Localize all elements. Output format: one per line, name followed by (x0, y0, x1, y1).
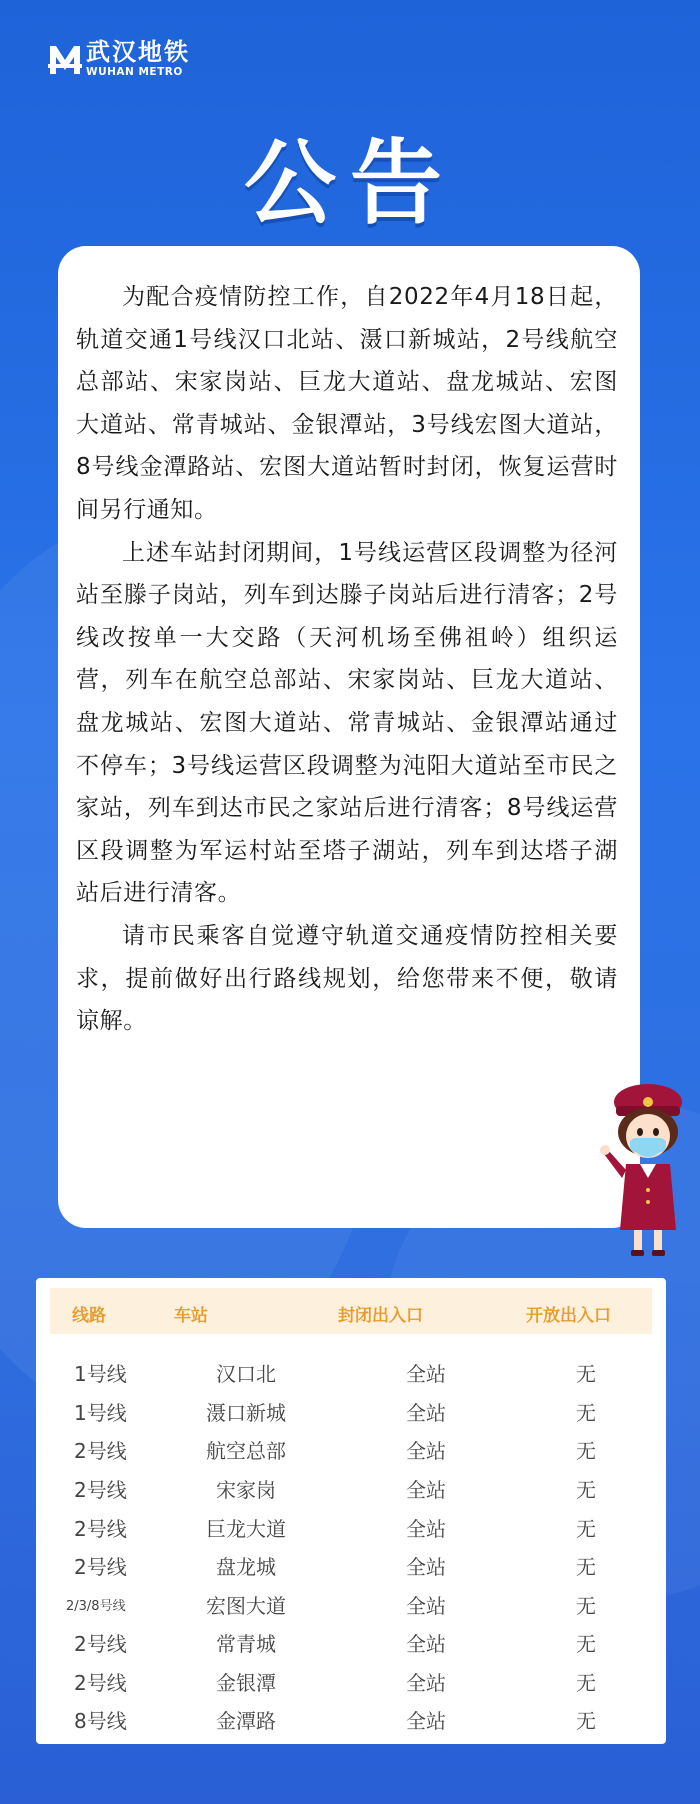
cell-line: 2号线 (74, 1555, 127, 1579)
cell-line: 8号线 (74, 1709, 127, 1733)
wuhan-metro-logo (48, 40, 190, 78)
cell-station: 宏图大道 (206, 1594, 286, 1618)
notice-paragraph: 上述车站封闭期间，1号线运营区段调整为径河站至滕子岗站，列车到达滕子岗站后进行清客；2号线改按单一大交路（天河机场至佛祖岭）组织运营，列车在航空总部站、宋家岗站、巨龙大道站、盘龙城站、宏图大道站、常青城站、金银潭站通过不停车；3号线运营区段调整为沌阳大道站至市民之家站，列车到达市民之家站后进行清客；8号线运营区段调整为军运村站至塔子湖站，列车到达塔子湖站后进行清客。 (76, 539, 618, 907)
cell-station: 宋家岗 (216, 1478, 276, 1502)
cell-open: 无 (576, 1555, 596, 1579)
table-row (36, 1429, 666, 1467)
cell-closed: 全站 (406, 1671, 446, 1695)
cell-open: 无 (576, 1401, 596, 1425)
notice-paragraph: 为配合疫情防控工作，自2022年4月18日起，轨道交通1号线汉口北站、滠口新城站，2号线航空总部站、宋家岗站、巨龙大道站、盘龙城站、宏图大道站、常青城站、金银潭站，3号线宏图大道站，8号线金潭路站、宏图大道站暂时封闭，恢复运营时间另行通知。 (76, 284, 618, 523)
table-row (36, 1507, 666, 1545)
table-row (36, 1391, 666, 1429)
cell-station: 盘龙城 (216, 1555, 276, 1579)
cell-closed: 全站 (406, 1478, 446, 1502)
closure-table (36, 1278, 666, 1744)
column-header-open: 开放出入口 (526, 1306, 611, 1326)
table-header (50, 1288, 652, 1334)
metro-m-icon (48, 42, 82, 76)
cell-station: 航空总部 (206, 1439, 286, 1463)
cell-open: 无 (576, 1632, 596, 1656)
table-row (36, 1661, 666, 1699)
logo-text-en: WUHAN METRO (86, 66, 183, 78)
cell-closed: 全站 (406, 1362, 446, 1386)
cell-line: 1号线 (74, 1401, 127, 1425)
cell-station: 常青城 (216, 1632, 276, 1656)
table-row (36, 1545, 666, 1583)
cell-open: 无 (576, 1478, 596, 1502)
cell-station: 滠口新城 (206, 1401, 286, 1425)
column-header-line: 线路 (72, 1306, 106, 1326)
table-row (36, 1352, 666, 1390)
cell-open: 无 (576, 1517, 596, 1541)
notice-paragraph: 请市民乘客自觉遵守轨道交通疫情防控相关要求，提前做好出行路线规划，给您带来不便，敬请谅解。 (76, 922, 618, 1035)
table-row (36, 1622, 666, 1660)
cell-closed: 全站 (406, 1632, 446, 1656)
cell-open: 无 (576, 1594, 596, 1618)
cell-closed: 全站 (406, 1594, 446, 1618)
notice-card (58, 246, 640, 1228)
cell-station: 汉口北 (216, 1362, 276, 1386)
cell-station: 金银潭 (216, 1671, 276, 1695)
column-header-station: 车站 (174, 1306, 208, 1326)
table-row (36, 1699, 666, 1737)
page-title: 公告 (243, 130, 456, 237)
cell-closed: 全站 (406, 1709, 446, 1733)
cell-line: 2/3/8号线 (66, 1599, 126, 1614)
table-row (36, 1584, 666, 1622)
column-header-closed: 封闭出入口 (338, 1306, 423, 1326)
cell-open: 无 (576, 1671, 596, 1695)
cell-station: 金潭路 (216, 1709, 276, 1733)
cell-line: 2号线 (74, 1439, 127, 1463)
cell-closed: 全站 (406, 1439, 446, 1463)
cell-line: 2号线 (74, 1632, 127, 1656)
cell-open: 无 (576, 1362, 596, 1386)
cell-line: 2号线 (74, 1517, 127, 1541)
cell-station: 巨龙大道 (206, 1517, 286, 1541)
cell-closed: 全站 (406, 1555, 446, 1579)
cell-line: 2号线 (74, 1671, 127, 1695)
logo-text-cn: 武汉地铁 (86, 38, 190, 66)
cell-closed: 全站 (406, 1401, 446, 1425)
cell-open: 无 (576, 1439, 596, 1463)
conductor-mascot-illustration (598, 1080, 690, 1260)
cell-closed: 全站 (406, 1517, 446, 1541)
cell-open: 无 (576, 1709, 596, 1733)
cell-line: 1号线 (74, 1362, 127, 1386)
cell-line: 2号线 (74, 1478, 127, 1502)
table-row (36, 1468, 666, 1506)
